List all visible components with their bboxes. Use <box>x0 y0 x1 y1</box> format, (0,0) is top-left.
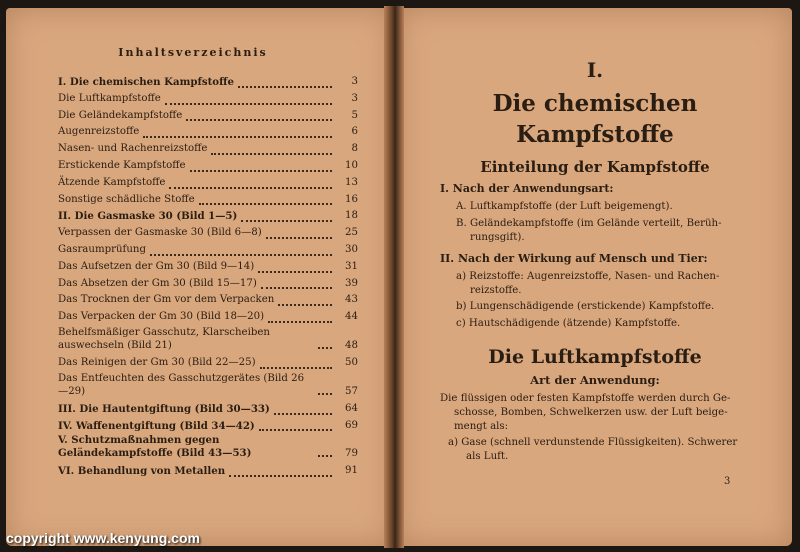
toc-entry-page: 3 <box>351 76 358 87</box>
subheading-application: Art der Anwendung: <box>530 373 660 387</box>
toc-entry <box>58 309 358 326</box>
section-heading-air-agents: Die Luftkampfstoffe <box>488 346 702 368</box>
toc-entry <box>58 225 358 242</box>
toc-entry-label: VI. Behandlung von Metallen <box>58 465 226 478</box>
toc-entry <box>58 259 358 276</box>
toc-entry <box>58 401 358 418</box>
toc-entry-label: Das Absetzen der Gm 30 (Bild 15—17) <box>58 277 257 289</box>
toc-entry-label: Augenreizstoffe <box>58 126 140 138</box>
toc-leader-dots <box>318 346 332 349</box>
toc-entry <box>58 463 358 480</box>
group2-item-b: b) Lungenschädigende (erstickende) Kampfstoffe. <box>456 301 715 312</box>
toc-leader-dots <box>241 219 332 222</box>
toc-leader-dots <box>199 202 332 205</box>
toc-title: Inhaltsverzeichnis <box>118 46 268 59</box>
toc-entry <box>58 108 358 125</box>
toc-entry-page: 3 <box>351 92 358 104</box>
toc-entry <box>58 276 358 293</box>
toc-entry-page: 48 <box>345 339 358 351</box>
toc-leader-dots <box>261 286 332 289</box>
toc-entry <box>58 74 358 91</box>
toc-leader-dots <box>278 303 332 306</box>
toc-entry-page: 13 <box>345 176 358 188</box>
toc-entry-label: Nasen- und Rachenreizstoffe <box>58 143 208 155</box>
toc-leader-dots <box>318 454 332 457</box>
toc-entry-label: III. Die Hautentgiftung (Bild 30—33) <box>58 402 270 415</box>
toc-leader-dots <box>266 236 332 239</box>
toc-entry <box>58 355 358 372</box>
toc-entry-page: 6 <box>351 126 358 138</box>
paragraph-line4: a) Gase (schnell verdunstende Flüssigkeiten). Schwerer <box>448 437 738 448</box>
chapter-number: I. <box>586 58 604 82</box>
toc-entry-label: Gasraumprüfung <box>58 243 146 255</box>
paragraph-line5: als Luft. <box>466 451 509 462</box>
paragraph-line2: schosse, Bomben, Schwelkerzen usw. der Luft beige- <box>454 407 728 418</box>
toc-entry-page: 69 <box>345 419 358 431</box>
toc-entry <box>58 372 358 398</box>
toc-entry <box>58 158 358 175</box>
toc-entry-page: 5 <box>351 109 358 121</box>
toc-entry <box>58 242 358 259</box>
toc-leader-dots <box>238 85 332 88</box>
toc-entry-page: 16 <box>345 193 358 205</box>
chapter-title-line2: Kampfstoffe <box>516 121 674 148</box>
toc-leader-dots <box>186 118 332 121</box>
group1-item-b-line2: rungsgift). <box>470 232 525 243</box>
toc-entry-label: Die Geländekampfstoffe <box>58 109 183 121</box>
page-number: 3 <box>724 476 731 487</box>
toc-entry-page: 25 <box>345 227 358 239</box>
toc-entry <box>58 124 358 141</box>
toc-entry <box>58 326 358 352</box>
toc-entry-label: Das Aufsetzen der Gm 30 (Bild 9—14) <box>58 260 255 272</box>
toc-entry-page: 79 <box>345 448 358 460</box>
group1-item-b-line1: B. Geländekampfstoffe (im Gelände verteilt, Berüh- <box>456 218 722 229</box>
toc-entry-label: V. Schutzmaßnahmen gegen Geländekampfstoffe (Bild 43—53) <box>58 434 252 460</box>
toc-entry-label: Das Trocknen der Gm vor dem Verpacken <box>58 294 275 306</box>
toc-entry-label: I. Die chemischen Kampfstoffe <box>58 76 234 88</box>
toc-entry-page: 43 <box>345 294 358 306</box>
toc-leader-dots <box>318 392 332 395</box>
toc-entry-page: 10 <box>345 159 358 171</box>
toc-entry-label: Erstickende Kampfstoffe <box>58 159 186 171</box>
toc-entry-label: Das Reinigen der Gm 30 (Bild 22—25) <box>58 356 256 368</box>
toc-entry-label: IV. Waffenentgiftung (Bild 34—42) <box>58 419 255 432</box>
toc-entry-page: 8 <box>351 143 358 155</box>
toc-entry <box>58 175 358 192</box>
toc-entry-page: 91 <box>345 465 358 477</box>
toc-entry <box>58 434 358 460</box>
toc-entry-page: 30 <box>345 243 358 255</box>
toc-entry <box>58 141 358 158</box>
toc-leader-dots <box>190 169 332 172</box>
copyright-watermark: copyright www.kenyung.com <box>6 530 200 546</box>
toc-entry-label: Behelfsmäßiger Gasschutz, Klarscheiben auswechseln (Bild 21) <box>58 326 270 351</box>
toc-entry-page: 50 <box>345 356 358 368</box>
paragraph-line1: Die flüssigen oder festen Kampfstoffe werden durch Ge- <box>440 393 731 404</box>
chapter-title-line1: Die chemischen <box>492 90 698 117</box>
toc-leader-dots <box>165 102 332 105</box>
toc-entry-page: 57 <box>345 385 358 397</box>
section-heading-classification: Einteilung der Kampfstoffe <box>480 158 710 176</box>
toc-leader-dots <box>229 474 332 477</box>
toc-leader-dots <box>169 186 332 189</box>
paragraph-line3: mengt als: <box>454 421 509 432</box>
toc-entry-label: Das Entfeuchten des Gasschutzgerätes (Bild 26—29) <box>58 372 305 397</box>
toc-entry-page: 39 <box>345 277 358 289</box>
group2-heading: II. Nach der Wirkung auf Mensch und Tier: <box>440 252 708 265</box>
toc-entry-label: Ätzende Kampfstoffe <box>58 176 166 188</box>
toc-entry-page: 64 <box>345 402 358 414</box>
chapter-title <box>398 88 792 150</box>
toc-leader-dots <box>259 428 332 431</box>
toc-leader-dots <box>150 253 332 256</box>
toc-leader-dots <box>211 152 332 155</box>
toc-entry-label: Sonstige schädliche Stoffe <box>58 193 195 205</box>
table-of-contents <box>58 74 358 480</box>
toc-entry-page: 44 <box>345 311 358 323</box>
toc-entry <box>58 91 358 108</box>
group2-item-c: c) Hautschädigende (ätzende) Kampfstoffe. <box>456 318 681 329</box>
toc-entry-label: Die Luftkampfstoffe <box>58 92 161 104</box>
toc-entry <box>58 192 358 209</box>
toc-entry-page: 18 <box>345 210 358 222</box>
toc-entry-label: Verpassen der Gasmaske 30 (Bild 6—8) <box>58 227 262 239</box>
toc-leader-dots <box>268 320 332 323</box>
toc-leader-dots <box>258 270 332 273</box>
group2-item-a-line2: reizstoffe. <box>470 285 522 296</box>
toc-entry-label: Das Verpacken der Gm 30 (Bild 18—20) <box>58 311 265 323</box>
toc-leader-dots <box>143 135 332 138</box>
toc-leader-dots <box>260 366 332 369</box>
toc-entry <box>58 292 358 309</box>
toc-leader-dots <box>274 412 332 415</box>
toc-entry-label: II. Die Gasmaske 30 (Bild 1—5) <box>58 210 238 223</box>
group2-item-a-line1: a) Reizstoffe: Augenreizstoffe, Nasen- und Rachen- <box>456 271 720 282</box>
toc-entry <box>58 418 358 435</box>
toc-entry-page: 31 <box>345 260 358 272</box>
toc-entry <box>58 208 358 225</box>
group1-item-a: A. Luftkampfstoffe (der Luft beigemengt). <box>456 201 673 212</box>
group1-heading: I. Nach der Anwendungsart: <box>440 182 614 195</box>
